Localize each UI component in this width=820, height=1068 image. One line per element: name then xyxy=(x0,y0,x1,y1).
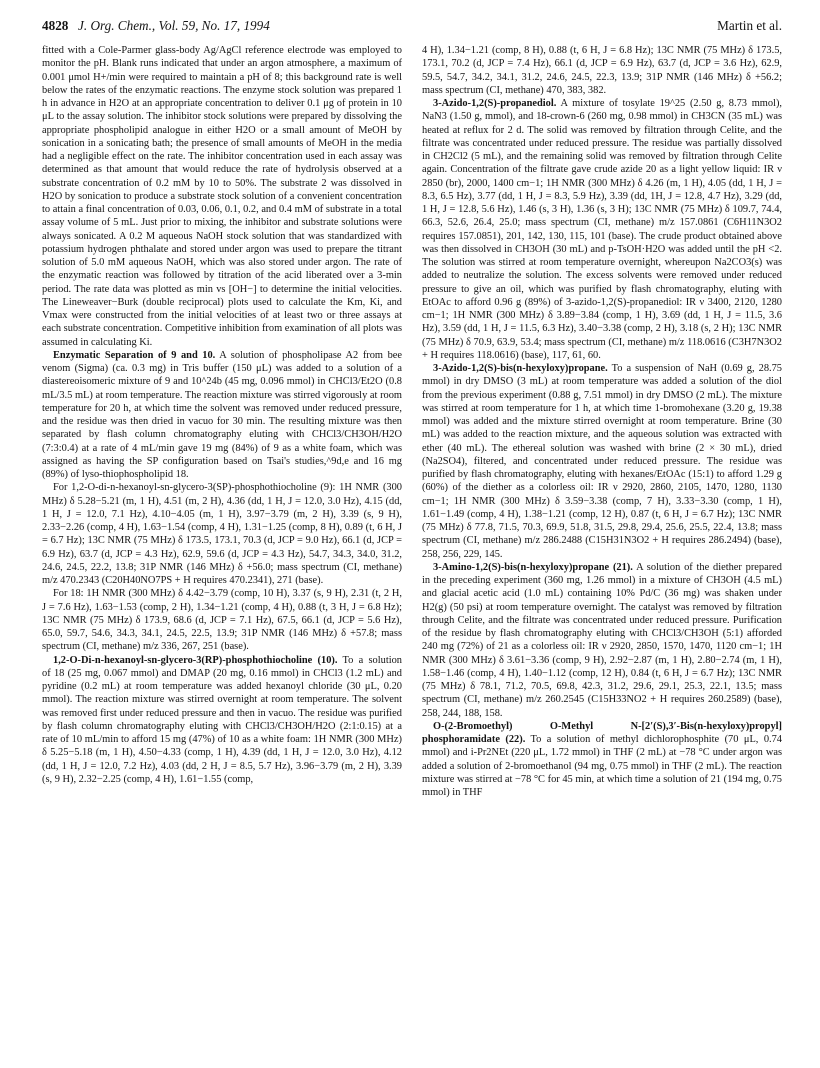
journal-citation: J. Org. Chem., Vol. 59, No. 17, 1994 xyxy=(78,18,270,33)
section-heading: 3-Amino-1,2(S)-bis(n-hexyloxy)propane (21). xyxy=(433,561,633,573)
paragraph-body: To a solution of 18 (25 mg, 0.067 mmol) and DMAP (20 mg, 0.16 mmol) in CHCl3 (1.2 mL) and pyridine (0.2 mL) at room temperature was added hexanoyl chloride (30 μL, 0.20 mmol). The reaction mixture was stirred overnight at room temperature. The solvent was removed first under reduced pressure and then in vacuo. The residue was purified by flash column chromatography eluting with CHCl3/CH3OH/H2O (2:1:0.15) at a rate of 10 mL/min to afford 15 mg (47%) of 10 as a white foam: 1H NMR (300 MHz) δ 5.25−5.18 (m, 1 H), 4.50−4.33 (comp, 1 H), 4.39 (dd, 1 H, J = 12.0, 3.0 Hz), 4.12 (dd, 1 H, J = 12.0, 7.2 Hz), 4.03 (dd, 2 H, J = 8.5, 5.7 Hz), 3.96−3.79 (m, 2 H), 3.39 (s, 9 H), 2.32−2.25 (comp, 4 H), 1.61−1.55 (comp, xyxy=(42,654,402,785)
compound-9-data-paragraph: For 1,2-O-di-n-hexanoyl-sn-glycero-3(SP)-phosphothiocholine (9): 1H NMR (300 MHz) δ 5.28−5.21 (m, 1 H), 4.51 (m, 2 H), 4.36 (dd, 1 H, J = 12.0, 3.0 Hz), 4.15 (dd, 1 H, J = 12.0, 7.1 Hz), 4.10−4.05 (m, 1 H), 3.97−3.79 (m, 2 H), 3.39 (s, 9 H), 2.33−2.26 (comp, 4 H), 1.63−1.54 (comp, 4 H), 1.31−1.25 (comp, 8 H), 0.89 (t, 6 H, J = 6.7 Hz); 13C NMR (75 MHz) δ 173.5, 173.1, 70.3 (d, JCP = 9.0 Hz), 66.1 (d, JCP = 6.9 Hz), 63.7 (d, JCP = 4.3 Hz), 62.9, 59.6 (d, JCP = 4.3 Hz), 54.7, 34.3, 34.0, 31.2, 24.6, 24.5, 22.2, 13.8; 31P NMR (146 MHz) δ +56.0; mass spectrum (CI, methane) m/z 470.2343 (C20H40NO7PS + H requires 470.2341), 271 (base). xyxy=(42,482,402,586)
page-number: 4828 xyxy=(42,18,69,33)
paragraph-body: To a suspension of NaH (0.69 g, 28.75 mmol) in dry DMSO (3 mL) at room temperature was added a solution of the diol from the previous experiment (0.88 g, 7.51 mmol) in dry DMSO (2 mL). The mixture was stirred at room temperature for 1 h, at which time 1-bromohexane (3.20 g, 19.38 mmol) was added and the mixture stirred overnight at room temperature. Brine (30 mL) was added to the reaction mixture, and the aqueous solution was extracted with ether (40 mL). The ethereal solution was washed with brine (2 × 30 mL), dried (Na2SO4), filtered, and concentrated under reduced pressure. The residue was purified by flash chromatography, eluting with hexanes/EtOAc (15:1) to afford 1.29 g (60%) of the diether as a colorless oil: IR ν 2920, 2860, 2105, 1470, 1280, 1130 cm−1; 1H NMR (300 MHz) δ 3.59−3.38 (comp, 7 H), 3.33−3.30 (comp, 1 H), 1.61−1.49 (comp, 4 H), 1.38−1.21 (comp, 12 H), 0.87 (t, 6 H, J = 6.7 Hz); 13C NMR (75 MHz) δ 77.8, 71.5, 70.3, 69.9, 51.8, 31.5, 29.8, 29.4, 25.6, 25.5, 22.4, 13.8; mass spectrum (CI, methane) m/z 286.2488 (C15H31N3O2 + H requires 286.2494) (base), 258, 256, 229, 145. xyxy=(422,363,782,560)
amino-bis-hexyloxy-paragraph xyxy=(422,561,782,720)
paragraph-body: A mixture of tosylate 19^25 (2.50 g, 8.73 mmol), NaN3 (1.50 g, mmol), and 18-crown-6 (260 mg, 0.98 mmol) in CH3CN (35 mL) was heated at reflux for 2 d. The solid was removed by filtration through Celite, and the filtrate was concentrated under reduced pressure. The residue was partially dissolved in CH2Cl2 (5 mL), and the remaining solid was removed by filtration through Celite again. Concentration of the filtrate gave crude azide 20 as a light yellow liquid: IR ν 2850 (br), 2000, 1400 cm−1; 1H NMR (300 MHz) δ 4.26 (m, 1 H), 4.05 (dd, 1 H, J = 8.3, 6.5 Hz), 3.77 (dd, 1 H, J = 8.3, 5.9 Hz), 3.39 (dd, 1H, J = 12.8, 4.7 Hz), 3.29 (dd, 1 H, J = 12.8, 5.6 Hz), 1.46 (s, 3 H), 1.36 (s, 3 H); 13C NMR (75 MHz) δ 109.7, 74.4, 66.3, 52.6, 26.4, 25.0; mass spectrum (CI, methane) m/z 157.0861 (C6H11N3O2 requires 157.0851), 201, 142, 130, 115, 101 (base). The crude product obtained above was then dissolved in CH3OH (30 mL) and p-TsOH·H2O was added until the pH <2. The solution was stirred at room temperature overnight, whereupon Na2CO3(s) was added to neutralize the solution. The excess solvents were removed under reduced pressure to give an oil, which was purified by flash chromatography, eluting with EtOAc to afford 0.96 g (89%) of 3-azido-1,2(S)-propanediol: IR ν 3400, 2120, 1280 cm−1; 1H NMR (300 MHz) δ 3.89−3.84 (comp, 1 H), 3.69 (dd, 1 H, J = 11.5, 3.6 Hz), 3.59 (dd, 1 H, J = 11.5, 6.3 Hz), 3.40−3.38 (comp, 2 H), 3.18 (s, 2 H); 13C NMR (75 MHz) δ 70.9, 63.9, 53.4; mass spectrum (CI, methane) m/z 118.0616 (C3H7N3O2 + H requires 118.0616) (base), 117, 61, 60. xyxy=(422,98,782,361)
assay-method-paragraph: fitted with a Cole-Parmer glass-body Ag/AgCl reference electrode was employed to monitor the pH. Blank runs indicated that under an argon atmosphere, a maximum of 0.001 μmol H+/min were required to maintain a pH of 8; this background rate is well below the rates of the enzymatic reactions. The enzyme stock solution was prepared 1 h in advance in H2O at an appropriate concentration to deliver 0.1 μg of protein in 10 μL to the assay solution. The inhibitor stock solutions were prepared by dissolving the appropriate phospholipid analogue in either H2O or a small amount of MeOH by sonication in a sonicating bath; the presence of small amounts of MeOH in the media had a negligible effect on the rate. The inhibitor concentration used in each assay was determined as that amount that would reduce the rate of hydrolysis observed at a substrate concentration of 0.2 mM by 10 to 50%. The substrate 2 was dissolved in H2O by sonication to produce a substrate stock solution of a convenient concentration to attain a final concentration of 0.03, 0.06, 0.1, 0.2, and 0.4 mM of substrate in a total assay volume of 5 mL. Just prior to mixing, the inhibitor and substrate solutions were always sonicated. A 0.2 M aqueous NaOH stock solution that was standardized with potassium hydrogen phthalate and stored under argon was used to prepare the titrant solution of 5.0 mM aqueous NaOH, which was also stored under argon. The rate of the enzymatic reaction was followed by titration of the acid liberated over a 3-min period. The rate data was plotted as min vs [OH−] to determine the initial velocities. The Lineweaver−Burk (double reciprocal) plots used to calculate the Km, Ki, and Vmax were constructed from the initial velocities of at least two or three assays at each substrate concentration. Competitive inhibition from examination of all plots was assumed in calculating Ki. xyxy=(42,45,402,348)
section-heading: 3-Azido-1,2(S)-bis(n-hexyloxy)propane. xyxy=(433,363,608,374)
paragraph-body: A solution of phospholipase A2 from bee venom (Sigma) (ca. 0.3 mg) in Tris buffer (150 μL) was added to a solution of a diastereoisomeric mixture of 9 and 10^24b (45 mg, 0.096 mmol) in CHCl3/Et2O (0.8 mL/3.5 mL) at room temperature. The reaction mixture was stirred vigorously at room temperature for 20 h, at which time the solvent was removed under reduced pressure, and the residue was then dried in vacuo for 30 min. The resulting mixture was then separated by flash column chromatography eluting with CHCl3/CH3OH/H2O (7:3:0.4) at a rate of 4 mL/min gave 19 mg (84%) of 9 as a white foam, which was assigned as having the SP configuration based on Tsai's studies,^9d,e and 16 mg (89%) of lyso-thiophospholipid 18. xyxy=(42,349,402,480)
compound-10-data-continued: 4 H), 1.34−1.21 (comp, 8 H), 0.88 (t, 6 H, J = 6.8 Hz); 13C NMR (75 MHz) δ 173.5, 173.1, 70.2 (d, JCP = 7.4 Hz), 66.1 (d, JCP = 6.9 Hz), 63.7 (d, JCP = 3.6 Hz), 62.9, 59.5, 54.7, 34.2, 34.1, 31.2, 24.6, 24.5, 22.3, 13.9; 31P NMR (146 MHz) δ +56.2; mass spectrum (CI, methane) 470, 383, 382. xyxy=(422,45,782,96)
phosphoramidate-paragraph xyxy=(422,720,782,800)
page-header xyxy=(42,18,782,38)
section-heading: Enzymatic Separation of 9 and 10. xyxy=(53,349,216,361)
compound-18-data-paragraph: For 18: 1H NMR (300 MHz) δ 4.42−3.79 (comp, 10 H), 3.37 (s, 9 H), 2.31 (t, 2 H, J = 7.6 Hz), 1.63−1.53 (comp, 2 H), 1.34−1.21 (comp, 4 H), 0.88 (t, 3 H, J = 6.8 Hz); 13C NMR (75 MHz) δ 173.9, 68.6 (d, JCP = 7.1 Hz), 67.5, 66.1 (d, JCP = 5.6 Hz), 65.0, 59.7, 54.6, 34.3, 34.1, 24.5, 22.5, 13.9; 31P NMR (146 MHz) δ +57.8; mass spectrum (CI, methane) m/z 336, 267, 251 (base). xyxy=(42,588,402,653)
section-heading: O-(2-Bromoethyl) O-Methyl N-[2′(S),3′-Bis(n-hexyloxy)propyl] phosphoramidate (22). xyxy=(422,720,782,745)
section-heading: 3-Azido-1,2(S)-propanediol. xyxy=(433,98,557,109)
paragraph-body: To a solution of methyl dichlorophosphite (70 μL, 0.74 mmol) and i-Pr2NEt (220 μL, 1.72 mmol) in THF (2 mL) at −78 °C under argon was added a solution of 2-bromoethanol (94 mg, 0.75 mmol) in THF (2 mL). The reaction mixture was stirred at −78 °C for 45 min, at which time a solution of 21 (194 mg, 0.75 mmol) in THF xyxy=(422,734,782,798)
enzymatic-separation-paragraph xyxy=(42,349,402,482)
paragraph-body: A solution of the diether prepared in the preceding experiment (360 mg, 1.26 mmol) in a mixture of CH3OH (4.5 mL) and glacial acetic acid (1.0 mL) containing 10% Pd/C (36 mg) was shaken under H2(g) (50 psi) at room temperature overnight. The catalyst was removed by filtration through Celite, and the filtrate was concentrated under reduced pressure. Purification of the residue by flash chromatography eluting with CHCl3/CH3OH (5:1) afforded 240 mg (72%) of 21 as a colorless oil: IR ν 2920, 2850, 1570, 1470, 1120 cm−1; 1H NMR (300 MHz) δ 3.61−3.36 (comp, 9 H), 2.92−2.87 (m, 1 H), 2.80−2.74 (m, 1 H), 1.58−1.46 (comp, 4 H), 1.40−1.12 (comp, 12 H), 0.84 (t, 6 H, J = 6.7 Hz); 13C NMR (75 MHz) δ 78.1, 71.2, 70.5, 69.8, 42.3, 31.2, 29.6, 29.1, 25.3, 22.1, 13.5; mass spectrum (CI, methane) m/z 260.2545 (C15H33NO2 + H requires 260.2589) (base), 258, 244, 188, 158. xyxy=(422,561,782,719)
running-author: Martin et al. xyxy=(717,18,782,33)
section-heading: 1,2-O-Di-n-hexanoyl-sn-glycero-3(RP)-phosphothiocholine (10). xyxy=(53,654,338,666)
compound-10-paragraph xyxy=(42,654,402,787)
right-column xyxy=(422,44,782,1058)
azido-propanediol-paragraph xyxy=(422,97,782,362)
azido-bis-hexyloxy-paragraph xyxy=(422,362,782,561)
left-column xyxy=(42,44,402,1058)
